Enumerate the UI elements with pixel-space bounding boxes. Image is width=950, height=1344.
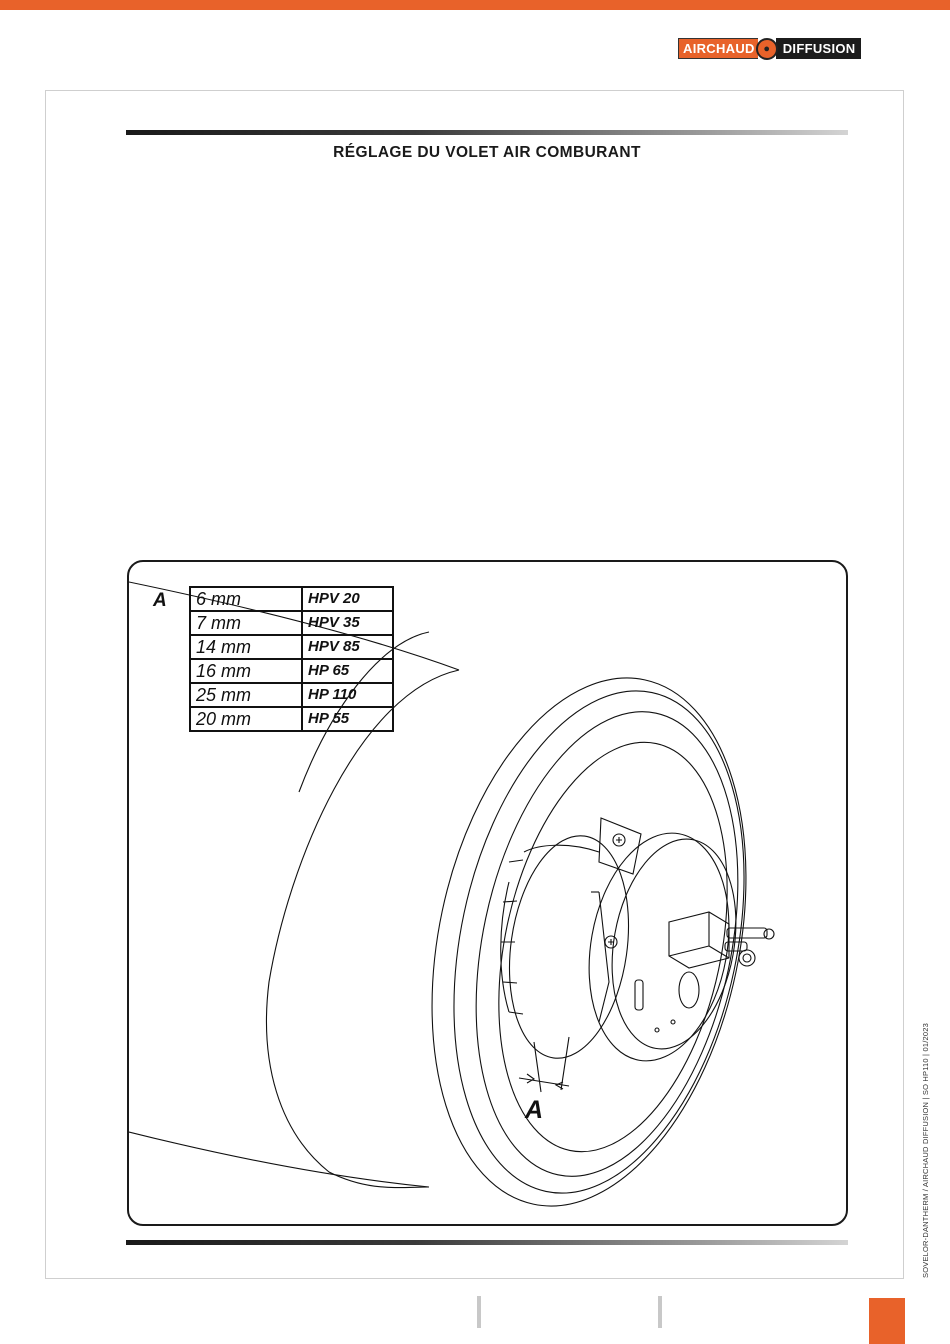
table-row (190, 635, 393, 659)
table-row (190, 707, 393, 731)
table-row (190, 611, 393, 635)
dimension-cell: 16 mm (190, 659, 302, 683)
document-reference: SOVELOR-DANTHERM / AIRCHAUD DIFFUSION | SO HP110 | 01/2023 (921, 1022, 930, 1278)
logo-text-airchaud: AIRCHAUD (678, 38, 758, 59)
dimension-cell: 20 mm (190, 707, 302, 731)
footer-separator (477, 1296, 481, 1328)
model-cell: HPV 85 (302, 635, 393, 659)
airchaud-diffusion-logo (678, 38, 905, 59)
footer-separator (658, 1296, 662, 1328)
model-cell: HP 65 (302, 659, 393, 683)
model-cell: HP 55 (302, 707, 393, 731)
model-cell: HPV 35 (302, 611, 393, 635)
table-row (190, 683, 393, 707)
top-accent-bar (0, 0, 950, 10)
dimension-cell: 7 mm (190, 611, 302, 635)
table-header-a: A (153, 590, 167, 611)
logo-text-diffusion: DIFFUSION (776, 38, 861, 59)
dimension-cell: 6 mm (190, 587, 302, 611)
dimension-cell: 25 mm (190, 683, 302, 707)
dimension-label-a: A (525, 1096, 544, 1124)
title-rule-top (126, 130, 848, 135)
table-row (190, 659, 393, 683)
burner-illustration-panel (127, 560, 848, 1226)
title-rule-bottom (126, 1240, 848, 1245)
page-title: RÉGLAGE DU VOLET AIR COMBURANT (333, 144, 641, 161)
page-number-box (869, 1298, 905, 1344)
table-row (190, 587, 393, 611)
model-cell: HP 110 (302, 683, 393, 707)
logo-emblem-icon: ● (756, 38, 778, 60)
dimension-cell: 14 mm (190, 635, 302, 659)
dimension-table (189, 586, 394, 732)
model-cell: HPV 20 (302, 587, 393, 611)
